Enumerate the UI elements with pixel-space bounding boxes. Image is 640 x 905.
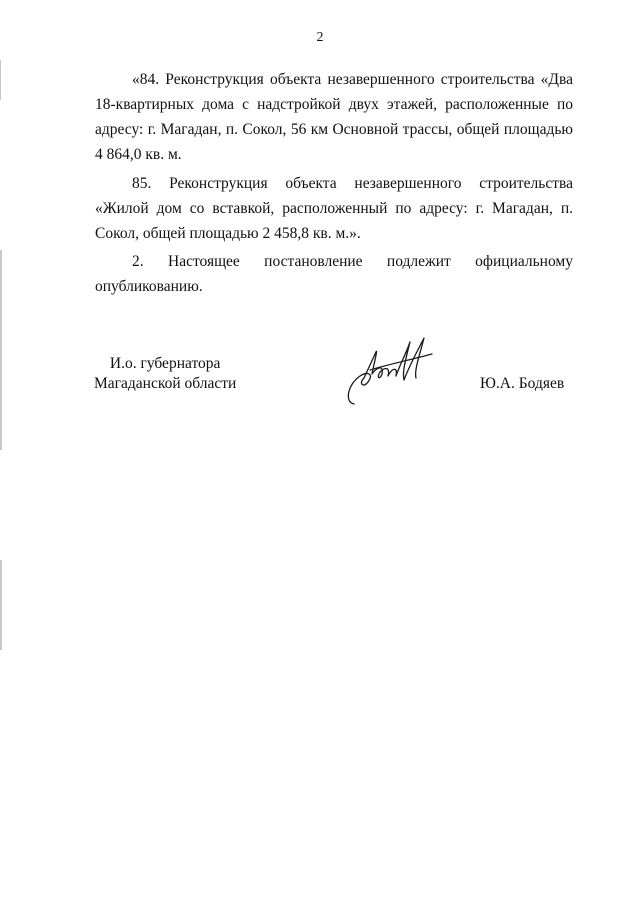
scan-margin-mark: [0, 560, 2, 650]
scan-margin-mark: [0, 60, 1, 100]
signatory-position-line2: Магаданской области: [94, 375, 237, 392]
signatory-position: [94, 354, 236, 394]
paragraph-item-84: «84. Реконструкция объекта незавершенного строительства «Два 18-квартирных дома с надстройкой двух этажей, расположенные по адресу: г. Магадан, п. Сокол, 56 км Основной трассы, общей площадью 4 864,0 кв. м.: [95, 71, 573, 163]
paragraph-item-85: 85. Реконструкция объекта незавершенного строительства «Жилой дом со вставкой, расположенный по адресу: г. Магадан, п. Сокол, общей площадью 2 458,8 кв. м.».: [95, 175, 573, 242]
page-number: 2: [316, 30, 324, 45]
signatory-position-line1: И.о. губернатора: [109, 355, 221, 372]
handwritten-signature: [340, 334, 440, 408]
paragraph-publication: 2. Настоящее постановление подлежит официальному опубликованию.: [95, 253, 573, 295]
signatory-name: Ю.А. Бодяев: [480, 375, 565, 392]
scan-margin-mark: [0, 250, 2, 450]
